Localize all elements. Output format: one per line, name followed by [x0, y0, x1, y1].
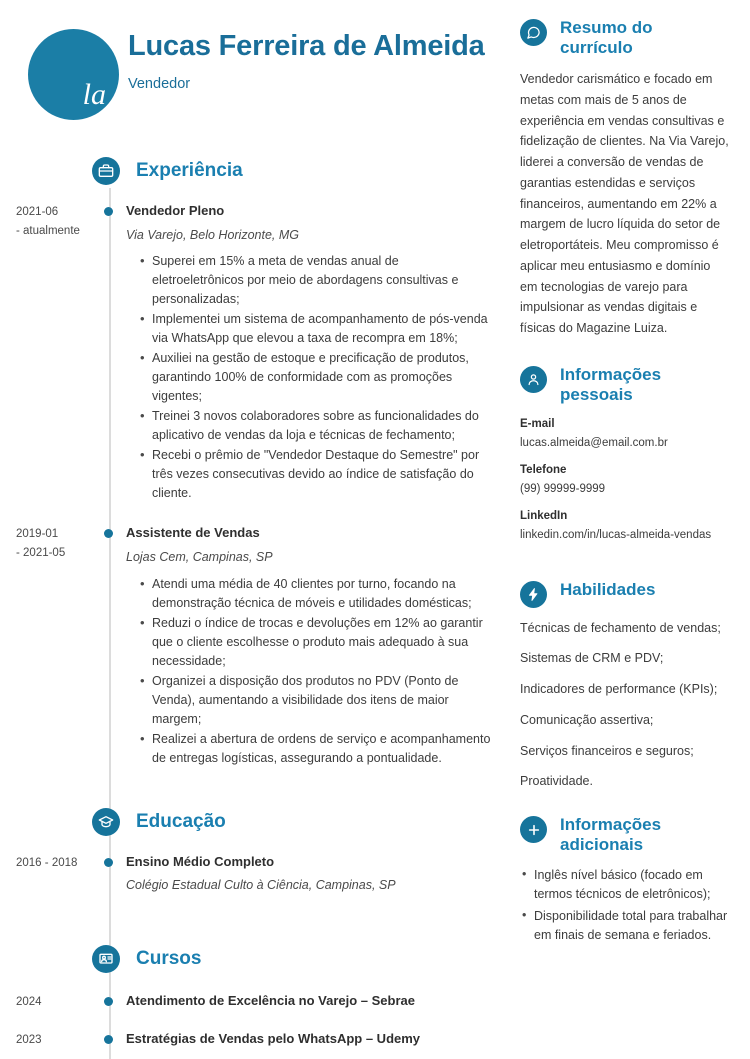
- section-title-personal-info: Informações pessoais: [560, 364, 662, 404]
- lightning-bolt-icon: [520, 581, 547, 608]
- additional-list: [520, 866, 730, 946]
- avatar-initials: la: [82, 78, 106, 111]
- entry-role: Vendedor Pleno: [126, 203, 225, 218]
- date-from: 2019-01: [16, 528, 59, 541]
- briefcase-icon: [92, 157, 120, 185]
- date-to: - 2021-05: [16, 547, 66, 560]
- section-header-courses: [92, 936, 510, 982]
- list-item: • Organizei a disposição dos produtos no PDV (Ponto de Venda), aumentando a visibilidade dos itens de maior margem;: [140, 672, 492, 729]
- spacer: [0, 894, 510, 936]
- spacer: [520, 357, 730, 365]
- contact-label-linkedin: LinkedIn: [520, 510, 568, 523]
- section-header-experience: [92, 148, 510, 194]
- date-from: 2021-06: [16, 206, 59, 218]
- list-item: • Treinei 3 novos colaboradores sobre as funcionalidades do aplicativo de vendas da loja e técnicas de fechamento;: [140, 407, 492, 445]
- contact-label-phone: Telefone: [520, 464, 567, 477]
- list-item: • Superei em 15% a meta de vendas anual de eletroeletrônicos por meio de abordagens consultivas e personalizadas;: [140, 252, 492, 309]
- education-entry: [0, 853, 510, 894]
- skill-item: Comunicação assertiva;: [520, 712, 654, 727]
- additional-bullet-list: [520, 866, 730, 946]
- skill-item: Sistemas de CRM e PDV;: [520, 651, 664, 666]
- experience-entry: [0, 524, 510, 767]
- page-title: Lucas Ferreira de Almeida: [128, 30, 485, 62]
- spacer: [520, 562, 730, 580]
- section-title-skills: Habilidades: [560, 579, 656, 599]
- date-from: 2023: [16, 1033, 42, 1046]
- list-item: • Inglês nível básico (focado em termos técnicos de eletrônicos);: [522, 866, 730, 905]
- timeline-dot: [104, 529, 113, 538]
- timeline-dot: [104, 858, 113, 867]
- entry-company: Via Varejo, Belo Horizonte, MG: [126, 227, 299, 242]
- section-additional-info: [520, 815, 730, 946]
- entry-date: [16, 525, 102, 562]
- entry-bullet-list: [126, 252, 492, 503]
- date-from: 2016: [16, 856, 42, 869]
- entry-date: [16, 1031, 102, 1050]
- skill-item: Proatividade.: [520, 774, 593, 789]
- job-title: Vendedor: [128, 76, 191, 93]
- section-title-courses: Cursos: [136, 948, 202, 970]
- skill-item: Indicadores de performance (KPIs);: [520, 682, 718, 696]
- timeline-dot: [104, 997, 113, 1006]
- entry-company: Lojas Cem, Campinas, SP: [126, 549, 273, 564]
- section-skills: [520, 580, 730, 792]
- list-item: • Reduzi o índice de trocas e devoluções em 12% ao garantir que o cliente escolhesse o produto mais adequado à sua necessidade;: [140, 614, 492, 671]
- section-title-experience: Experiência: [136, 159, 243, 181]
- list-item: • Auxiliei na gestão de estoque e precificação de produtos, garantindo 100% de conformidade com as promoções vigentes;: [140, 349, 492, 406]
- date-to: - atualmente: [16, 224, 80, 237]
- summary-text: Vendedor carismático e focado em metas com mais de 5 anos de experiência em vendas consultivas e fidelização de clientes. Na Via Varejo, liderei a conversão de vendas de garantias estendidas e serviços financeiros, aumentando em 22% a margem de lucro líquida do setor de eletroportáteis. Meu compromisso é aplicar meu entusiasmo e domínio em tecnologias de varejo para impulsionar as vendas digitais e físicas do Magazine Luiza.: [520, 72, 729, 336]
- skill-item: Serviços financeiros e seguros;: [520, 743, 694, 758]
- person-icon: [520, 366, 547, 393]
- spacer: [0, 504, 510, 518]
- course-entry: [0, 992, 510, 1010]
- entry-date: [16, 203, 102, 240]
- plus-icon: [520, 816, 547, 843]
- timeline-dot: [104, 207, 113, 216]
- contact-value-email[interactable]: lucas.almeida@email.com.br: [520, 437, 668, 450]
- course-name: Estratégias de Vendas pelo WhatsApp – Udemy: [126, 1030, 421, 1046]
- section-summary: [520, 18, 730, 339]
- section-header-personal-info: [520, 365, 730, 405]
- resume-header: [0, 26, 510, 148]
- list-item: • Recebi o prêmio de "Vendedor Destaque do Semestre" por três vezes consecutivas devido ao índice de satisfação do cliente.: [140, 446, 492, 503]
- date-to: - 2018: [44, 856, 78, 869]
- contact-value-phone[interactable]: (99) 99999-9999: [520, 483, 606, 496]
- speech-bubble-icon: [520, 19, 547, 46]
- contact-label-email: E-mail: [520, 417, 555, 430]
- personal-fields: [520, 416, 730, 544]
- list-item: • Atendi uma média de 40 clientes por turno, focando na demonstração técnica de móveis e utilidades domésticas;: [140, 575, 492, 613]
- date-from: 2024: [16, 996, 42, 1009]
- section-header-education: [92, 799, 510, 845]
- course-entry: [0, 1030, 510, 1048]
- entry-school: Colégio Estadual Culto à Ciência, Campinas, SP: [126, 878, 396, 893]
- contact-value-linkedin[interactable]: linkedin.com/in/lucas-almeida-vendas: [520, 529, 712, 542]
- presentation-icon: [92, 945, 120, 973]
- spacer: [0, 769, 510, 799]
- section-header-summary: [520, 18, 730, 58]
- entry-date: [16, 854, 102, 873]
- entry-degree: Ensino Médio Completo: [126, 853, 275, 869]
- entry-bullet-list: [126, 575, 492, 768]
- section-header-skills: [520, 580, 730, 608]
- course-name: Atendimento de Excelência no Varejo – Sebrae: [126, 993, 415, 1009]
- list-item: • Realizei a abertura de ordens de serviço e acompanhamento de entregas logísticas, assegurando a pontualidade.: [140, 730, 492, 768]
- right-column: [510, 0, 750, 1059]
- entry-role: Assistente de Vendas: [126, 525, 260, 541]
- list-item: • Implementei um sistema de acompanhamento de pós-venda via WhatsApp que elevou a taxa de recompra em 18%;: [140, 310, 492, 348]
- list-item: • Disponibilidade total para trabalhar em finais de semana e feriados.: [522, 907, 730, 946]
- experience-entry: [0, 202, 510, 503]
- avatar-monogram: [28, 29, 119, 120]
- skill-item: Técnicas de fechamento de vendas;: [520, 620, 721, 635]
- section-title-additional-info: Informações adicionais: [560, 815, 662, 855]
- section-personal-info: [520, 365, 730, 544]
- graduation-cap-icon: [92, 808, 120, 836]
- section-title-education: Educação: [136, 810, 226, 832]
- section-header-additional-info: [520, 815, 730, 855]
- skills-list: [520, 619, 730, 792]
- section-title-summary: Resumo do currículo: [560, 18, 653, 58]
- timeline-dot: [104, 1035, 113, 1044]
- entry-date: [16, 993, 102, 1012]
